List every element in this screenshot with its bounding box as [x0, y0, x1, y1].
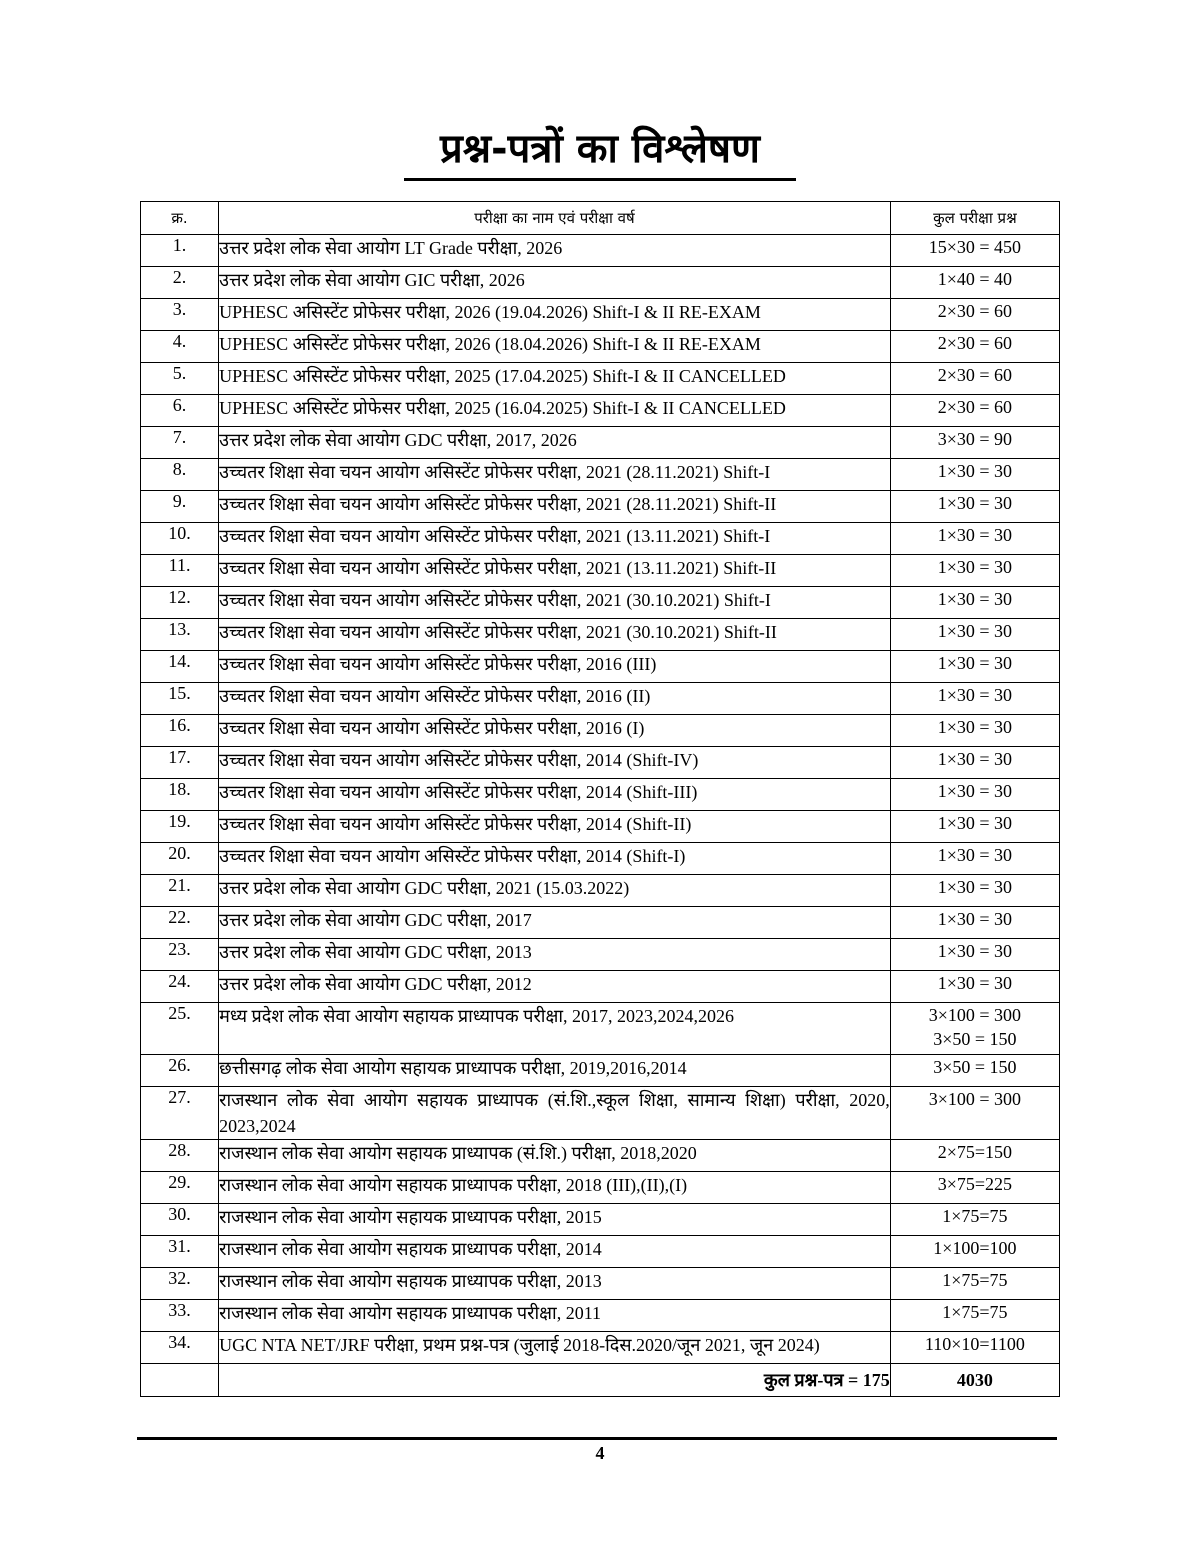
total-question-line: 1×30 = 30 [937, 813, 1013, 833]
row-total-questions [890, 747, 1059, 779]
row-exam-name: राजस्थान लोक सेवा आयोग सहायक प्राध्यापक परीक्षा, 2014 [219, 1236, 891, 1268]
row-exam-name: उत्तर प्रदेश लोक सेवा आयोग GDC परीक्षा, 2012 [219, 971, 891, 1003]
row-exam-name: उच्चतर शिक्षा सेवा चयन आयोग असिस्टेंट प्रोफेसर परीक्षा, 2014 (Shift-IV) [219, 747, 891, 779]
row-exam-name: UPHESC असिस्टेंट प्रोफेसर परीक्षा, 2026 (18.04.2026) Shift-I & II RE-EXAM [219, 331, 891, 363]
row-exam-name: उच्चतर शिक्षा सेवा चयन आयोग असिस्टेंट प्रोफेसर परीक्षा, 2021 (13.11.2021) Shift-I [219, 523, 891, 555]
row-exam-name: उत्तर प्रदेश लोक सेवा आयोग LT Grade परीक्षा, 2026 [219, 235, 891, 267]
total-question-line: 2×30 = 60 [937, 333, 1013, 353]
total-question-line: 1×100=100 [933, 1238, 1017, 1258]
row-serial: 26. [141, 1055, 219, 1087]
table-row [141, 619, 1060, 651]
table-row [141, 523, 1060, 555]
row-total-questions [890, 1204, 1059, 1236]
row-serial: 2. [141, 267, 219, 299]
table-row [141, 1055, 1060, 1087]
row-exam-name: UGC NTA NET/JRF परीक्षा, प्रथम प्रश्न-पत्र (जुलाई 2018-दिस.2020/जून 2021, जून 2024) [219, 1332, 891, 1364]
row-total-questions [890, 299, 1059, 331]
row-total-questions [890, 1236, 1059, 1268]
row-serial: 22. [141, 907, 219, 939]
total-question-line: 1×30 = 30 [937, 749, 1013, 769]
row-serial: 34. [141, 1332, 219, 1364]
table-row [141, 427, 1060, 459]
table-row [141, 1268, 1060, 1300]
row-exam-name: उच्चतर शिक्षा सेवा चयन आयोग असिस्टेंट प्रोफेसर परीक्षा, 2016 (III) [219, 651, 891, 683]
row-total-questions [890, 555, 1059, 587]
total-question-line: 1×30 = 30 [937, 877, 1013, 897]
total-question-line: 3×50 = 150 [933, 1057, 1017, 1077]
row-serial: 19. [141, 811, 219, 843]
row-serial: 9. [141, 491, 219, 523]
question-paper-analysis-table [140, 201, 1060, 1397]
row-serial: 18. [141, 779, 219, 811]
table-row [141, 491, 1060, 523]
row-total-questions [890, 1172, 1059, 1204]
total-question-line: 3×100 = 300 [928, 1005, 1022, 1025]
table-row [141, 235, 1060, 267]
row-exam-name: उच्चतर शिक्षा सेवा चयन आयोग असिस्टेंट प्रोफेसर परीक्षा, 2016 (II) [219, 683, 891, 715]
row-serial: 11. [141, 555, 219, 587]
row-total-questions [890, 1140, 1059, 1172]
table-body [141, 235, 1060, 1364]
row-total-questions [890, 971, 1059, 1003]
row-total-questions [890, 875, 1059, 907]
row-serial: 33. [141, 1300, 219, 1332]
total-question-line: 1×30 = 30 [937, 589, 1013, 609]
row-serial: 7. [141, 427, 219, 459]
row-total-questions [890, 235, 1059, 267]
table-row [141, 1003, 1060, 1055]
row-serial: 21. [141, 875, 219, 907]
row-serial: 27. [141, 1087, 219, 1140]
page-title: प्रश्न-पत्रों का विश्लेषण [440, 126, 760, 172]
row-exam-name: मध्य प्रदेश लोक सेवा आयोग सहायक प्राध्यापक परीक्षा, 2017, 2023,2024,2026 [219, 1003, 891, 1055]
table-header-row [141, 202, 1060, 235]
table-row [141, 683, 1060, 715]
row-total-questions [890, 843, 1059, 875]
total-question-line: 1×30 = 30 [937, 653, 1013, 673]
row-exam-name: उत्तर प्रदेश लोक सेवा आयोग GDC परीक्षा, 2017 [219, 907, 891, 939]
row-total-questions [890, 651, 1059, 683]
total-question-line: 2×30 = 60 [937, 397, 1013, 417]
row-exam-name: UPHESC असिस्टेंट प्रोफेसर परीक्षा, 2025 (17.04.2025) Shift-I & II CANCELLED [219, 363, 891, 395]
row-serial: 10. [141, 523, 219, 555]
row-total-questions [890, 907, 1059, 939]
row-total-questions [890, 619, 1059, 651]
row-serial: 13. [141, 619, 219, 651]
header-serial: क्र. [141, 202, 219, 235]
total-question-line: 2×75=150 [937, 1142, 1013, 1162]
row-serial: 20. [141, 843, 219, 875]
total-row-empty-cell [141, 1364, 219, 1397]
table-row [141, 939, 1060, 971]
total-question-line: 1×30 = 30 [937, 909, 1013, 929]
row-exam-name: राजस्थान लोक सेवा आयोग सहायक प्राध्यापक परीक्षा, 2015 [219, 1204, 891, 1236]
total-question-line: 1×40 = 40 [937, 269, 1013, 289]
total-question-line: 2×30 = 60 [937, 365, 1013, 385]
row-total-questions [890, 1003, 1059, 1055]
table-row [141, 1087, 1060, 1140]
row-serial: 12. [141, 587, 219, 619]
row-serial: 23. [141, 939, 219, 971]
total-question-line: 1×30 = 30 [937, 557, 1013, 577]
row-exam-name: उत्तर प्रदेश लोक सेवा आयोग GDC परीक्षा, 2013 [219, 939, 891, 971]
table-row [141, 1204, 1060, 1236]
row-total-questions [890, 811, 1059, 843]
row-exam-name: UPHESC असिस्टेंट प्रोफेसर परीक्षा, 2025 (16.04.2025) Shift-I & II CANCELLED [219, 395, 891, 427]
table-row [141, 715, 1060, 747]
row-total-questions [890, 683, 1059, 715]
total-question-line: 1×30 = 30 [937, 781, 1013, 801]
row-exam-name: उत्तर प्रदेश लोक सेवा आयोग GDC परीक्षा, 2021 (15.03.2022) [219, 875, 891, 907]
row-serial: 4. [141, 331, 219, 363]
total-papers-label: कुल प्रश्न-पत्र = 175 [219, 1364, 891, 1397]
row-serial: 28. [141, 1140, 219, 1172]
table-row [141, 587, 1060, 619]
row-exam-name: उच्चतर शिक्षा सेवा चयन आयोग असिस्टेंट प्रोफेसर परीक्षा, 2021 (30.10.2021) Shift-I [219, 587, 891, 619]
row-total-questions [890, 363, 1059, 395]
total-question-line: 2×30 = 60 [937, 301, 1013, 321]
row-total-questions [890, 523, 1059, 555]
table-row [141, 555, 1060, 587]
row-total-questions [890, 1055, 1059, 1087]
row-exam-name: उत्तर प्रदेश लोक सेवा आयोग GIC परीक्षा, 2026 [219, 267, 891, 299]
row-serial: 14. [141, 651, 219, 683]
footer-rule [137, 1437, 1057, 1440]
total-question-line: 15×30 = 450 [928, 237, 1022, 257]
total-question-line: 1×30 = 30 [937, 973, 1013, 993]
table-row [141, 1300, 1060, 1332]
table-row [141, 395, 1060, 427]
total-question-line: 1×30 = 30 [937, 461, 1013, 481]
row-serial: 8. [141, 459, 219, 491]
table-row [141, 843, 1060, 875]
table-row [141, 875, 1060, 907]
row-total-questions [890, 1268, 1059, 1300]
total-question-line: 1×30 = 30 [937, 717, 1013, 737]
table-row [141, 299, 1060, 331]
total-question-line: 1×30 = 30 [937, 621, 1013, 641]
row-total-questions [890, 395, 1059, 427]
row-exam-name: उच्चतर शिक्षा सेवा चयन आयोग असिस्टेंट प्रोफेसर परीक्षा, 2021 (13.11.2021) Shift-II [219, 555, 891, 587]
table-total-row [141, 1364, 1060, 1397]
row-exam-name: राजस्थान लोक सेवा आयोग सहायक प्राध्यापक परीक्षा, 2011 [219, 1300, 891, 1332]
row-total-questions [890, 491, 1059, 523]
row-total-questions [890, 331, 1059, 363]
row-serial: 6. [141, 395, 219, 427]
row-serial: 16. [141, 715, 219, 747]
title-underline [404, 178, 796, 181]
row-exam-name: उच्चतर शिक्षा सेवा चयन आयोग असिस्टेंट प्रोफेसर परीक्षा, 2014 (Shift-I) [219, 843, 891, 875]
row-serial: 3. [141, 299, 219, 331]
row-exam-name: उत्तर प्रदेश लोक सेवा आयोग GDC परीक्षा, 2017, 2026 [219, 427, 891, 459]
row-exam-name: राजस्थान लोक सेवा आयोग सहायक प्राध्यापक परीक्षा, 2013 [219, 1268, 891, 1300]
total-question-line: 1×30 = 30 [937, 845, 1013, 865]
header-exam-name: परीक्षा का नाम एवं परीक्षा वर्ष [219, 202, 891, 235]
row-serial: 1. [141, 235, 219, 267]
row-total-questions [890, 427, 1059, 459]
row-serial: 30. [141, 1204, 219, 1236]
row-total-questions [890, 1332, 1059, 1364]
table-row [141, 747, 1060, 779]
table-row [141, 459, 1060, 491]
row-total-questions [890, 459, 1059, 491]
total-question-line: 110×10=1100 [924, 1334, 1025, 1354]
row-exam-name: उच्चतर शिक्षा सेवा चयन आयोग असिस्टेंट प्रोफेसर परीक्षा, 2014 (Shift-II) [219, 811, 891, 843]
table-row [141, 779, 1060, 811]
row-exam-name: उच्चतर शिक्षा सेवा चयन आयोग असिस्टेंट प्रोफेसर परीक्षा, 2014 (Shift-III) [219, 779, 891, 811]
row-total-questions [890, 715, 1059, 747]
row-total-questions [890, 939, 1059, 971]
table-row [141, 811, 1060, 843]
row-serial: 32. [141, 1268, 219, 1300]
row-serial: 17. [141, 747, 219, 779]
row-exam-name: राजस्थान लोक सेवा आयोग सहायक प्राध्यापक (सं.शि.) परीक्षा, 2018,2020 [219, 1140, 891, 1172]
total-question-line: 1×30 = 30 [937, 525, 1013, 545]
table-row [141, 1332, 1060, 1364]
table-row [141, 907, 1060, 939]
row-exam-name: छत्तीसगढ़ लोक सेवा आयोग सहायक प्राध्यापक परीक्षा, 2019,2016,2014 [219, 1055, 891, 1087]
total-question-line: 1×75=75 [942, 1302, 1008, 1322]
row-total-questions [890, 1087, 1059, 1140]
table-row [141, 1236, 1060, 1268]
page-number: 4 [595, 1443, 605, 1463]
grand-total-value: 4030 [890, 1364, 1059, 1397]
table-row [141, 971, 1060, 1003]
row-exam-name: उच्चतर शिक्षा सेवा चयन आयोग असिस्टेंट प्रोफेसर परीक्षा, 2021 (28.11.2021) Shift-II [219, 491, 891, 523]
table-row [141, 1140, 1060, 1172]
total-question-line: 1×75=75 [942, 1206, 1008, 1226]
row-exam-name: राजस्थान लोक सेवा आयोग सहायक प्राध्यापक परीक्षा, 2018 (III),(II),(I) [219, 1172, 891, 1204]
total-question-line: 1×30 = 30 [937, 493, 1013, 513]
row-serial: 15. [141, 683, 219, 715]
total-question-line: 1×30 = 30 [937, 685, 1013, 705]
total-question-line: 3×75=225 [937, 1174, 1013, 1194]
table-row [141, 267, 1060, 299]
total-question-line: 1×30 = 30 [937, 941, 1013, 961]
row-serial: 29. [141, 1172, 219, 1204]
row-total-questions [890, 267, 1059, 299]
row-exam-name: UPHESC असिस्टेंट प्रोफेसर परीक्षा, 2026 (19.04.2026) Shift-I & II RE-EXAM [219, 299, 891, 331]
row-exam-name: उच्चतर शिक्षा सेवा चयन आयोग असिस्टेंट प्रोफेसर परीक्षा, 2021 (30.10.2021) Shift-II [219, 619, 891, 651]
row-total-questions [890, 587, 1059, 619]
total-question-line: 3×50 = 150 [933, 1029, 1017, 1049]
row-serial: 5. [141, 363, 219, 395]
row-total-questions [890, 1300, 1059, 1332]
row-total-questions [890, 779, 1059, 811]
total-question-line: 3×30 = 90 [937, 429, 1013, 449]
total-question-line: 1×75=75 [942, 1270, 1008, 1290]
row-exam-name: उच्चतर शिक्षा सेवा चयन आयोग असिस्टेंट प्रोफेसर परीक्षा, 2021 (28.11.2021) Shift-I [219, 459, 891, 491]
total-question-line: 3×100 = 300 [928, 1089, 1022, 1109]
row-exam-name: उच्चतर शिक्षा सेवा चयन आयोग असिस्टेंट प्रोफेसर परीक्षा, 2016 (I) [219, 715, 891, 747]
header-total-questions: कुल परीक्षा प्रश्न [890, 202, 1059, 235]
row-serial: 25. [141, 1003, 219, 1055]
table-row [141, 1172, 1060, 1204]
table-row [141, 363, 1060, 395]
row-exam-name: राजस्थान लोक सेवा आयोग सहायक प्राध्यापक (सं.शि.,स्कूल शिक्षा, सामान्य शिक्षा) परीक्षा, 2020, 2023,2024 [219, 1087, 891, 1140]
table-row [141, 331, 1060, 363]
table-row [141, 651, 1060, 683]
row-serial: 24. [141, 971, 219, 1003]
row-serial: 31. [141, 1236, 219, 1268]
